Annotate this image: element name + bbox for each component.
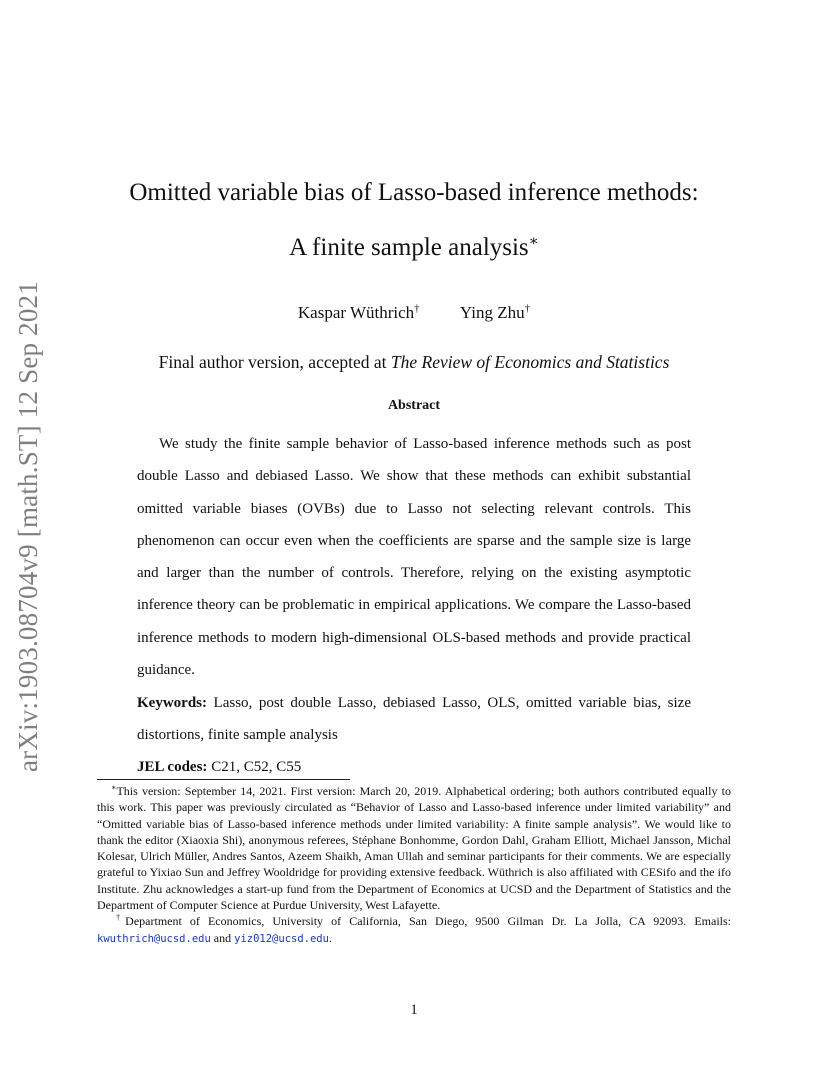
- version-note-prefix: Final author version, accepted at: [158, 352, 387, 372]
- abstract-text: We study the finite sample behavior of Lasso-based inference methods such as post double Lasso and debiased Lasso. We show that these methods can exhibit substantial omitted variable biases (OVBs) due to Lasso not selecting relevant controls. This phenomenon can occur even when the coefficients are sparse and the sample size is large and larger than the number of controls. Therefore, relying on the existing asymptotic inference theory can be problematic in empirical applications. We compare the Lasso-based inference methods to modern high-dimensional OLS-based methods and provide practical guidance.: [137, 436, 691, 679]
- email-conjunction: and: [213, 930, 232, 945]
- title-line-1-text: Omitted variable bias of Lasso-based inference methods:: [129, 179, 699, 206]
- footnote-first-text: This version: September 14, 2021. First version: March 20, 2019. Alphabetical ordering; both authors contributed equally to this work. This paper was previously circulated as “Behavior of Lasso and Lasso-based inference under limited variability” and “Omitted variable bias of Lasso-based inference methods under limited variability: A finite sample analysis”. We would like to thank the editor (Xiaoxia Shi), anonymous referees, Stéphane Bonhomme, Gordon Dahl, Graham Elliott, Michael Jansson, Michal Kolesar, Ulrich Müller, Andres Santos, Azeem Shaikh, Aman Ullah and seminar participants for their comments. We are especially grateful to Yixiao Sun and Jeffrey Wooldridge for providing extensive feedback. Wüthrich is also affiliated with CESifo and the ifo Institute. Zhu acknowledges a start-up fund from the Department of Economics at UCSD and the Department of Statistics and the Department of Computer Science at Purdue University, West Lafayette.: [97, 784, 731, 913]
- arxiv-stamp: arXiv:1903.08704v9 [math.ST] 12 Sep 2021: [13, 281, 43, 772]
- author-2-footnote-mark[interactable]: †: [524, 302, 531, 315]
- footnote-second-text: Department of Economics, University of California, San Diego, 9500 Gilman Dr. La Jolla, CA 92093. Emails:: [125, 914, 732, 929]
- jel-label: JEL codes:: [137, 759, 208, 775]
- author-2: [460, 303, 530, 322]
- title-footnote-mark[interactable]: ∗: [528, 233, 539, 250]
- footnote-second-end: .: [328, 930, 332, 945]
- page-number: 1: [410, 1002, 418, 1018]
- footnote-first: [97, 783, 731, 913]
- email-link-2[interactable]: yiz012@ucsd.edu: [234, 932, 329, 945]
- author-1: [298, 303, 420, 322]
- footnote-first-mark: ∗: [111, 783, 117, 792]
- author-2-name: Ying Zhu: [459, 303, 525, 322]
- author-1-footnote-mark[interactable]: †: [414, 302, 420, 315]
- footnote-second-mark: †: [111, 913, 126, 923]
- author-1-name: Kaspar Wüthrich: [297, 303, 415, 322]
- keywords: [137, 687, 691, 752]
- footnote-divider: [97, 779, 350, 780]
- footnote-second: [97, 913, 731, 947]
- version-note: [0, 352, 828, 373]
- paper-title-line-1: [60, 178, 768, 208]
- journal-name: The Review of Economics and Statistics: [390, 352, 670, 372]
- title-line-2-text: A finite sample analysis: [289, 234, 529, 261]
- footnotes: [97, 783, 731, 947]
- paper-title-line-2: [60, 233, 768, 263]
- keywords-label: Keywords:: [137, 695, 207, 711]
- keywords-text: Lasso, post double Lasso, debiased Lasso, OLS, omitted variable bias, size distortions, finite sample analysis: [137, 695, 691, 744]
- abstract-heading: Abstract: [387, 398, 441, 413]
- jel-text: C21, C52, C55: [211, 759, 302, 775]
- author-list: [0, 303, 828, 323]
- email-link-1[interactable]: kwuthrich@ucsd.edu: [97, 932, 211, 945]
- abstract-body: [137, 428, 691, 686]
